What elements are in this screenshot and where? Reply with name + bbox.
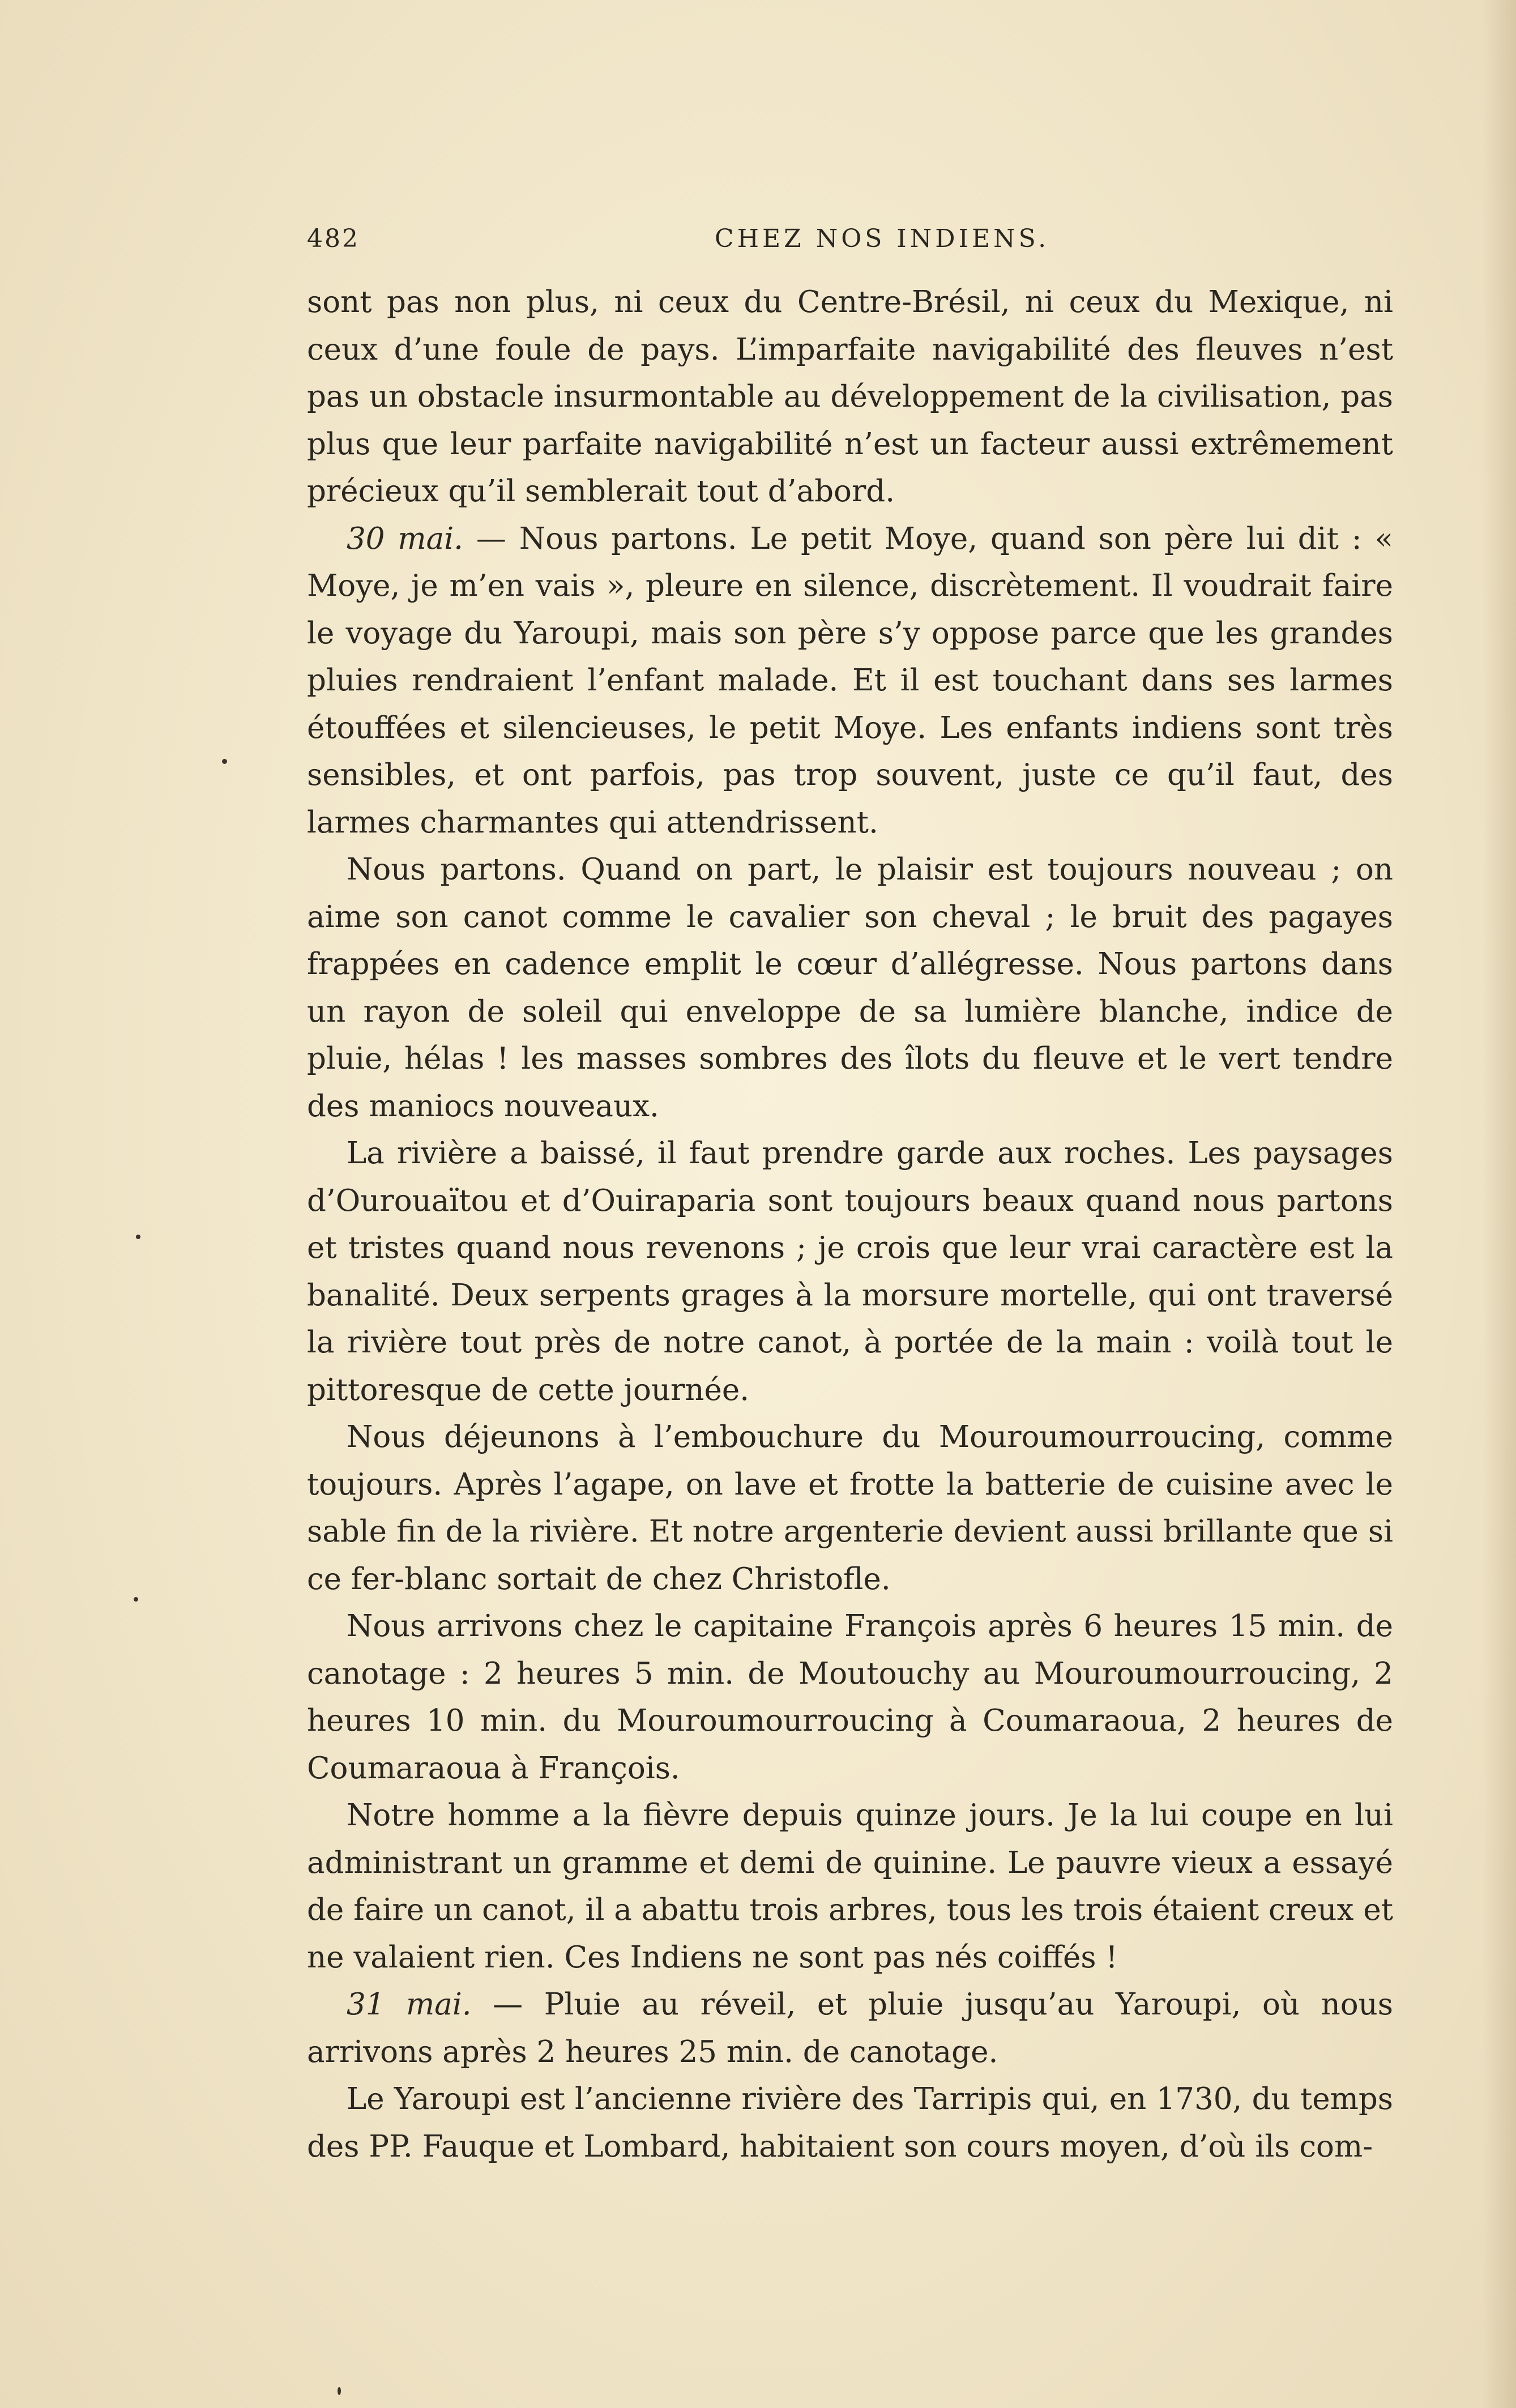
paragraph: 30 mai. — Nous partons. Le petit Moye, quand son père lui dit : « Moye, je m’en vais », pleure en silence, discrètement. Il voudrait faire le voyage du Yaroupi, mais son père s’y oppose parce que les grandes pluies rendraient l’enfant malade. Et il est touchant dans ses larmes étouffées et silencieuses, le petit Moye. Les enfants indiens sont très sensibles, et ont parfois, pas trop souvent, juste ce qu’il faut, des larmes charmantes qui attendrissent. (307, 521, 1393, 840)
diary-date: 31 mai. (347, 1987, 472, 2022)
paragraph: La rivière a baissé, il faut prendre garde aux roches. Les paysages d’Ourouaïtou et d’Ouiraparia sont toujours beaux quand nous partons et tristes quand nous revenons ; je crois que leur vrai caractère est la banalité. Deux serpents grages à la morsure mortelle, qui ont traversé la rivière tout près de notre canot, à portée de la main : voilà tout le pittoresque de cette journée. (307, 1136, 1393, 1407)
running-title: CHEZ NOS INDIENS. (715, 224, 1050, 253)
diary-date: 30 mai. (347, 521, 464, 556)
paragraph: Le Yaroupi est l’ancienne rivière des Tarripis qui, en 1730, du temps des PP. Fauque et Lombard, habitaient son cours moyen, d’où ils com- (307, 2082, 1393, 2164)
paragraph: 31 mai. — Pluie au réveil, et pluie jusqu’au Yaroupi, où nous arrivons après 2 heures 25 min. de canotage. (307, 1987, 1393, 2069)
paragraph: Nous arrivons chez le capitaine François après 6 heures 15 min. de canotage : 2 heures 5 min. de Moutouchy au Mouroumourroucing, 2 heures 10 min. du Mouroumourroucing à Coumaraoua, 2 heures de Coumaraoua à François. (307, 1609, 1393, 1786)
page-edge-shadow (1482, 0, 1516, 2408)
paragraph: Nous déjeunons à l’embouchure du Mouroumourroucing, comme toujours. Après l’agape, on lave et frotte la batterie de cuisine avec le sable fin de la rivière. Et notre argenterie devient aussi brillante que si ce fer-blanc sortait de chez Christofle. (307, 1420, 1393, 1596)
paragraph: Nous partons. Quand on part, le plaisir est toujours nouveau ; on aime son canot comme le cavalier son cheval ; le bruit des pagayes frappées en cadence emplit le cœur d’allégresse. Nous partons dans un rayon de soleil qui enveloppe de sa lumière blanche, indice de pluie, hélas ! les masses sombres des îlots du fleuve et le vert tendre des maniocs nouveaux. (307, 852, 1393, 1124)
paragraph: sont pas non plus, ni ceux du Centre-Brésil, ni ceux du Mexique, ni ceux d’une foule de pays. L’imparfaite navigabilité des fleuves n’est pas un obstacle insurmontable au développement de la civilisation, pas plus que leur parfaite navigabilité n’est un facteur aussi extrêmement précieux qu’il semblerait tout d’abord. (307, 285, 1393, 509)
running-header (307, 224, 1394, 258)
paragraph: Notre homme a la fièvre depuis quinze jours. Je la lui coupe en lui administrant un gramme et demi de quinine. Le pauvre vieux a essayé de faire un canot, il a abattu trois arbres, tous les trois étaient creux et ne valaient rien. Ces Indiens ne sont pas nés coiffés ! (307, 1798, 1393, 1975)
body-text (307, 279, 1393, 2170)
page-number: 482 (307, 224, 360, 253)
